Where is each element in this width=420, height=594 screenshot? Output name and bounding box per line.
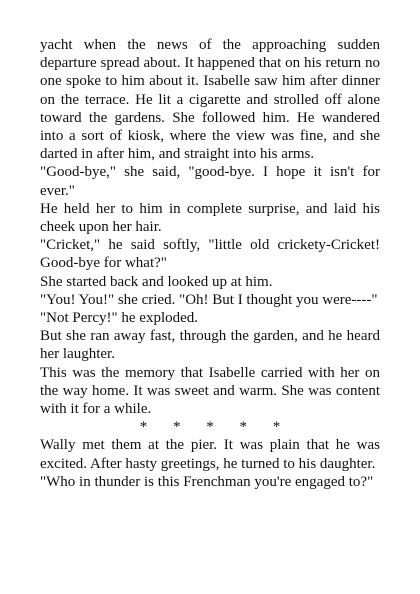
paragraph-7: "Not Percy!" he exploded. (40, 310, 199, 327)
paragraph-9: This was the memory that Isabelle carried with her on the way home. It was sweet and warm. She was content with it for a while. (40, 364, 380, 418)
paragraph-5: She started back and looked up at him. (40, 273, 273, 290)
paragraph-6: "You! You!" she cried. "Oh! But I thought you were----" (40, 291, 378, 308)
paragraph-1: yacht when the news of the approaching sudden departure spread about. It happened that on his return no one spoke to him about it. Isabelle saw him after dinner on the terrace. He lit a cigarette and strolled off alone toward the gardens. She followed him. He wandered into a sort of kiosk, where the view was fine, and she darted in after him, and straight into his arms. (40, 37, 380, 163)
paragraph-10: Wally met them at the pier. It was plain that he was excited. After hasty greetings, he turned to his daughter. (40, 437, 380, 472)
paragraph-8: But she ran away fast, through the garden, and he heard her laughter. (40, 328, 380, 363)
paragraph-3: He held her to him in complete surprise, and laid his cheek upon her hair. (40, 200, 380, 236)
paragraph-11: "Who in thunder is this Frenchman you're engaged to?" (40, 473, 374, 490)
paragraph-2: "Good-bye," she said, "good-bye. I hope it isn't for ever." (40, 164, 380, 199)
paragraph-4: "Cricket," he said softly, "little old crickety-Cricket! Good-bye for what?" (40, 237, 380, 272)
section-separator: * * * * * (139, 419, 281, 436)
page-text (40, 36, 380, 491)
